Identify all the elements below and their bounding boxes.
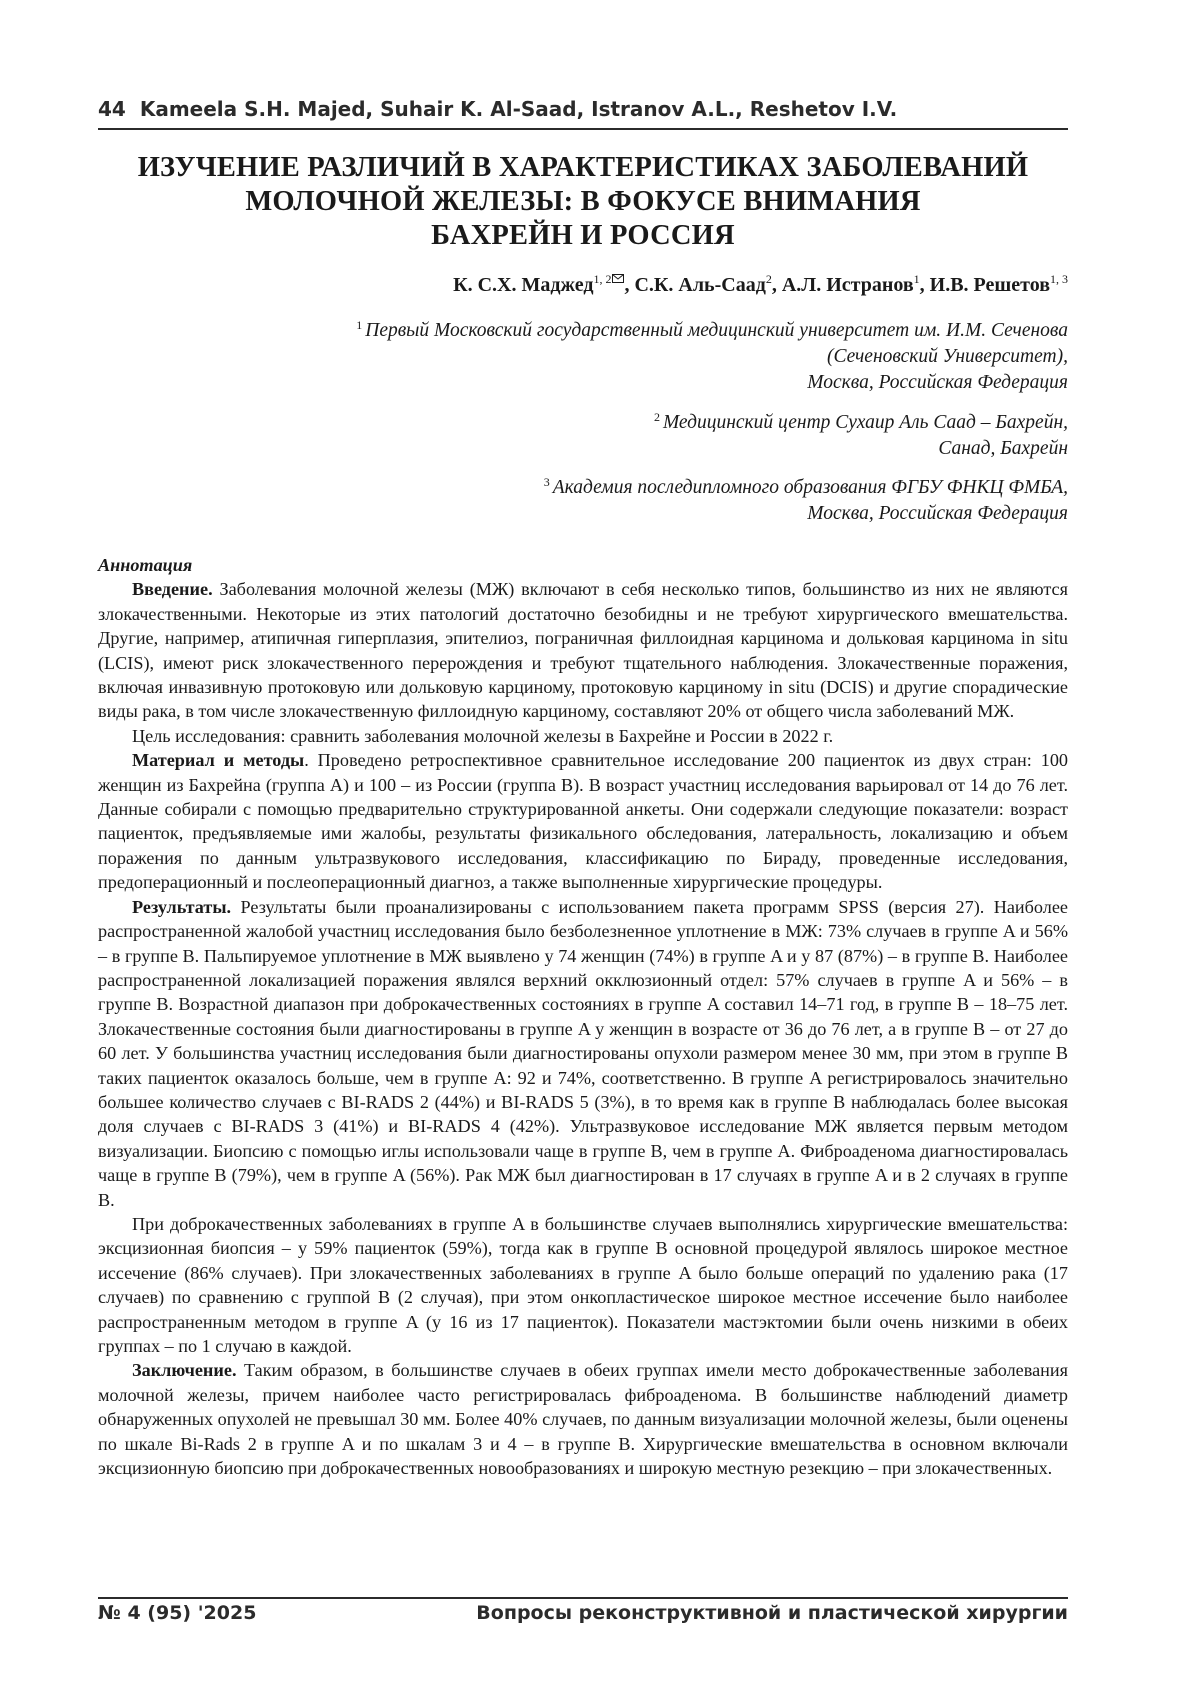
author-name: С.К. Аль-Саад <box>634 274 766 296</box>
author-affiliation-index: 2 <box>765 272 772 286</box>
conclusion-label: Заключение. <box>132 1360 237 1381</box>
running-header-authors: Kameela S.H. Majed, Suhair K. Al-Saad, Istranov A.L., Reshetov I.V. <box>139 97 898 121</box>
abstract <box>98 553 1068 1480</box>
title-line-1: ИЗУЧЕНИЕ РАЗЛИЧИЙ В ХАРАКТЕРИСТИКАХ ЗАБОЛЕВАНИЙ <box>137 152 1029 183</box>
affiliation-line: Академия последипломного образования ФГБУ ФНКЦ ФМБА, <box>552 477 1068 498</box>
results-label: Результаты. <box>132 896 232 917</box>
journal-name: Вопросы реконструктивной и пластической хирургии <box>476 1602 1068 1624</box>
article-title <box>98 151 1068 253</box>
issue-number: № 4 (95) '2025 <box>98 1602 257 1624</box>
affiliation-line: Москва, Российская Федерация <box>807 372 1068 393</box>
methods-text: . Проведено ретроспективное сравнительное исследование 200 пациенток из двух стран: 100 женщин из Бахрейна (группа A) и 100 – из России (группа B). В возраст участниц исследования варьировал от 14 до 76 лет. Данные собирали с помощью предварительно структурированной анкеты. Они содержали следующие показатели: возраст пациенток, предъявляемые ими жалобы, результаты физикального обследования, латеральность, локализацию и объем поражения по данным ультразвукового исследования, классификацию по Бираду, проведенные исследования, предоперационный и послеоперационный диагноз, а также выполненные хирургические процедуры. <box>98 750 1069 893</box>
affiliation-1 <box>356 318 1068 396</box>
abstract-surgery: При доброкачественных заболеваниях в группе A в большинстве случаев выполнялись хирургические вмешательства: эксцизионная биопсия – у 59% пациенток (59%), тогда как в группе B основной процедурой являлось широкое местное иссечение (86% случаев). При злокачественных заболеваниях в группе A было больше операций по удалению рака (17 случаев) по сравнению с группой B (2 случая), при этом онкопластическое широкое местное иссечение было наиболее распространенным методом в группе A (у 16 из 17 пациенток). Показатели мастэктомии были очень низкими в обеих группах – по 1 случаю в каждой. <box>98 1213 1068 1356</box>
affiliation-index: 3 <box>543 475 550 489</box>
introduction-label: Введение. <box>132 579 213 600</box>
abstract-methods <box>98 748 1068 894</box>
abstract-results <box>98 895 1068 1212</box>
affiliation-index: 1 <box>356 318 363 332</box>
affiliation-line: Первый Московский государственный медицинский университет им. И.М. Сеченова <box>365 320 1068 341</box>
methods-label: Материал и методы <box>132 750 305 771</box>
author-name: А.Л. Истранов <box>781 274 914 296</box>
abstract-conclusion <box>98 1358 1068 1480</box>
page-number: 44 <box>98 97 126 121</box>
abstract-heading: Аннотация <box>98 555 193 575</box>
conclusion-text: Таким образом, в большинстве случаев в обеих группах имели место доброкачественные заболевания молочной железы, причем наиболее часто регистрировалась фиброаденома. В большинстве наблюдений диаметр обнаруженных опухолей не превышал 30 мм. Более 40% случаев, по данным визуализации молочной железы, были оценены по шкале Bi-Rads 2 в группе A и по шкалам 3 и 4 – в группе B. Хирургические вмешательства в основном включали эксцизионную биопсию при доброкачественных новообразованиях и широкую местную резекцию – при злокачественных. <box>98 1360 1068 1479</box>
introduction-text: Заболевания молочной железы (МЖ) включают в себя несколько типов, большинство из них не являются злокачественными. Некоторые из этих патологий достаточно безобидны и не требуют хирургического вмешательства. Другие, например, атипичная гиперплазия, эпителиоз, пограничная филлоидная карцинома и дольковая карцинома in situ (LCIS), имеют риск злокачественного перерождения и требуют тщательного наблюдения. Злокачественные поражения, включая инвазивную протоковую или дольковую карциному, протоковую карциному in situ (DCIS) и другие спорадические виды рака, в том числе злокачественную филлоидную карциному, составляют 20% от общего числа заболеваний МЖ. <box>98 579 1068 722</box>
footer-rule <box>98 1597 1068 1599</box>
affiliation-index: 2 <box>653 410 660 424</box>
author-list: К. С.Х. Маджед$^{1, 2}$ , С.К. Аль-Саад$^2$, А.Л. Истранов$^1$, И.В. Решетов$^{1, 3}$ <box>453 272 1068 296</box>
author-affiliation-index: 1 <box>913 272 920 286</box>
envelope-icon[interactable] <box>612 274 624 283</box>
affiliation-line: Медицинский центр Сухаир Аль Саад – Бахрейн, <box>662 412 1068 433</box>
affiliation-3 <box>544 475 1068 527</box>
affiliation-line: (Сеченовский Университет), <box>826 346 1068 367</box>
affiliation-line: Москва, Российская Федерация <box>807 503 1068 524</box>
author-affiliation-index: 1, 2 <box>593 272 612 286</box>
results-text: Результаты были проанализированы с использованием пакета программ SPSS (версия 27). Наиболее распространенной жалобой участниц исследования было безболезненное уплотнение в МЖ: 73% случаев в группе A и 56% – в группе B. Пальпируемое уплотнение в МЖ выявлено у 74 женщин (74%) в группе A и у 87 (87%) – в группе B. Наиболее распространенной локализацией поражения являлся верхний окклюзионный отдел: 57% случаев в группе A и 56% – в группе B. Возрастной диапазон при доброкачественных состояниях в группе A составил 14–71 год, в группе B – 18–75 лет. Злокачественные состояния были диагностированы в группе A у женщин в возрасте от 36 до 76 лет, а в группе B – от 27 до 60 лет. У большинства участниц исследования были диагностированы опухоли размером менее 30 мм, при этом в группе B таких пациенток оказалось больше, чем в группе A: 92 и 74%, соответственно. В группе A регистрировалось значительно большее количество случаев с BI-RADS 2 (44%) и BI-RADS 5 (3%), в то время как в группе B наблюдалась более высокая доля случаев с BI-RADS 3 (41%) и BI-RADS 4 (42%). Ультразвуковое исследование МЖ является первым методом визуализации. Биопсию с помощью иглы использовали чаще в группе B, чем в группе A. Фиброаденома диагностировалась чаще в группе B (79%), чем в группе A (56%). Рак МЖ был диагностирован в 17 случаях в группе A и в 2 случаях в группе B. <box>98 896 1068 1210</box>
title-line-2: МОЛОЧНОЙ ЖЕЛЕЗЫ: В ФОКУСЕ ВНИМАНИЯ <box>245 186 921 217</box>
affiliation-2 <box>654 410 1068 462</box>
author-affiliation-index: 1, 3 <box>1050 272 1068 286</box>
running-header <box>98 97 1068 121</box>
affiliation-line: Санад, Бахрейн <box>938 438 1068 459</box>
abstract-introduction <box>98 577 1068 723</box>
header-rule <box>98 128 1068 130</box>
abstract-aim: Цель исследования: сравнить заболевания молочной железы в Бахрейне и России в 2022 г. <box>132 725 834 746</box>
title-line-3: БАХРЕЙН И РОССИЯ <box>431 220 735 251</box>
author-name: К. С.Х. Маджед <box>453 274 594 296</box>
author-name: И.В. Решетов <box>929 274 1050 296</box>
